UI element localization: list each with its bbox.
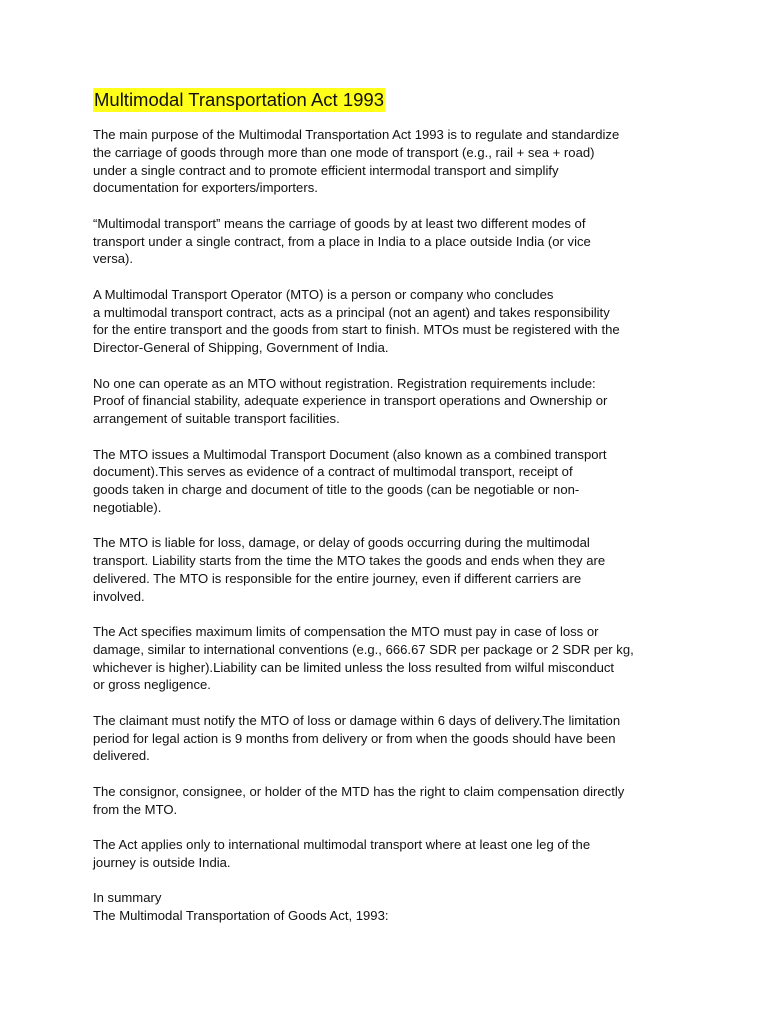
text-line: a multimodal transport contract, acts as a principal (not an agent) and takes responsibility — [93, 304, 610, 320]
paragraph — [93, 286, 683, 357]
text-line: or gross negligence. — [93, 677, 211, 693]
paragraph — [93, 623, 683, 694]
paragraph-list — [93, 126, 683, 872]
text-line: goods taken in charge and document of title to the goods (can be negotiable or non- — [93, 482, 580, 498]
text-line: for the entire transport and the goods from start to finish. MTOs must be registered with the — [93, 322, 620, 338]
text-line: No one can operate as an MTO without registration. Registration requirements include: — [93, 375, 596, 391]
text-line: The Act applies only to international multimodal transport where at least one leg of the — [93, 837, 591, 853]
text-line: The MTO is liable for loss, damage, or delay of goods occurring during the multimodal — [93, 535, 590, 551]
text-line: The Act specifies maximum limits of compensation the MTO must pay in case of loss or — [93, 624, 599, 640]
text-line: transport under a single contract, from a place in India to a place outside India (or vice — [93, 233, 591, 249]
text-line: journey is outside India. — [93, 854, 231, 870]
text-line: Director-General of Shipping, Government of India. — [93, 340, 389, 356]
text-line: negotiable). — [93, 499, 162, 515]
text-line: The main purpose of the Multimodal Transportation Act 1993 is to regulate and standardize — [93, 127, 620, 142]
text-line: A Multimodal Transport Operator (MTO) is a person or company who concludes — [93, 286, 554, 302]
text-line: period for legal action is 9 months from delivery or from when the goods should have been — [93, 730, 616, 746]
text-line: from the MTO. — [93, 801, 178, 817]
document-title: Multimodal Transportation Act 1993 — [94, 89, 384, 110]
text-line: delivered. The MTO is responsible for the entire journey, even if different carriers are — [93, 570, 582, 586]
text-line: whichever is higher).Liability can be limited unless the loss resulted from wilful misconduct — [93, 659, 615, 675]
summary-heading: In summary — [93, 890, 162, 906]
text-line: arrangement of suitable transport facilities. — [93, 411, 340, 427]
text-line: involved. — [93, 588, 145, 604]
text-line: delivered. — [93, 748, 150, 764]
text-line: The consignor, consignee, or holder of the MTD has the right to claim compensation directly — [93, 783, 625, 799]
paragraph — [93, 783, 683, 819]
paragraph — [93, 375, 683, 428]
text-line: damage, similar to international conventions (e.g., 666.67 SDR per package or 2 SDR per kg, — [93, 641, 634, 657]
text-line: “Multimodal transport” means the carriage of goods by at least two different modes of — [93, 215, 586, 231]
text-line: the carriage of goods through more than one mode of transport (e.g., rail + sea + road) — [93, 144, 595, 160]
text-line: The MTO issues a Multimodal Transport Document (also known as a combined transport — [93, 446, 607, 462]
text-line: transport. Liability starts from the time the MTO takes the goods and ends when they are — [93, 553, 606, 569]
text-line: documentation for exporters/importers. — [93, 180, 318, 196]
text-line: Proof of financial stability, adequate experience in transport operations and Ownership or — [93, 393, 608, 409]
text-line: The claimant must notify the MTO of loss or damage within 6 days of delivery.The limitation — [93, 712, 621, 728]
text-line: versa). — [93, 251, 134, 267]
text-line: document).This serves as evidence of a contract of multimodal transport, receipt of — [93, 464, 573, 480]
paragraph — [93, 446, 683, 517]
paragraph — [93, 215, 683, 268]
text-line: under a single contract and to promote efficient intermodal transport and simplify — [93, 162, 559, 178]
paragraph — [93, 836, 683, 872]
paragraph — [93, 534, 683, 605]
paragraph — [93, 126, 683, 197]
paragraph — [93, 712, 683, 765]
summary-block — [93, 889, 683, 925]
document-body — [93, 88, 683, 925]
summary-text: The Multimodal Transportation of Goods Act, 1993: — [93, 908, 389, 924]
